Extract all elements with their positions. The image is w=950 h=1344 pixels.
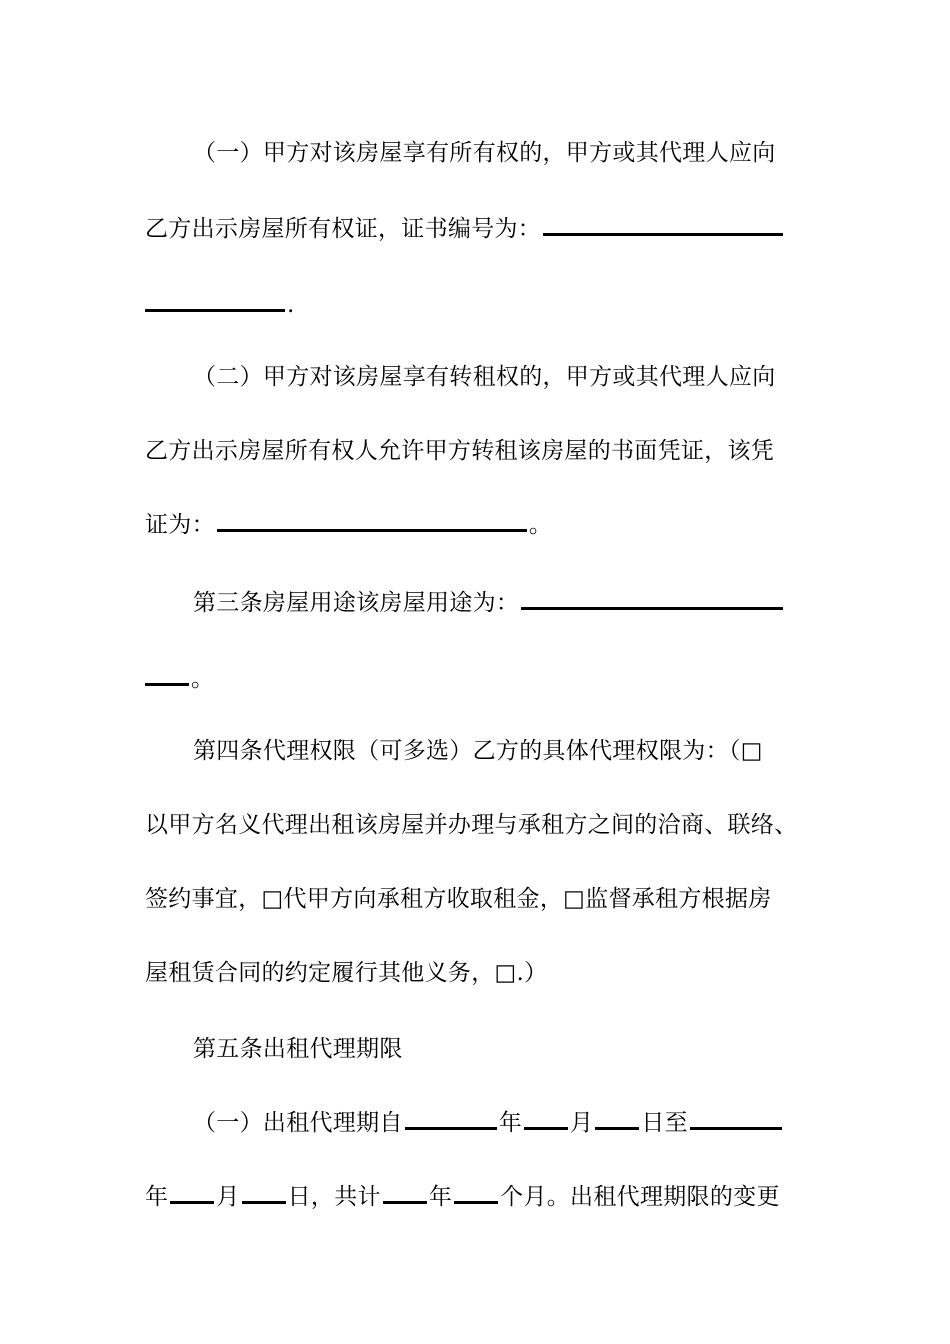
- paragraph-line: [145, 436, 815, 466]
- text-span: 日，共计: [287, 1184, 381, 1210]
- fill-blank: [405, 1113, 497, 1130]
- paragraph-line: [145, 958, 815, 988]
- text-span: 乙方出示房屋所有权证，证书编号为：: [145, 216, 542, 242]
- paragraph-line: [145, 290, 815, 320]
- text-span: 屋租赁合同的约定履行其他义务，□.）: [145, 960, 548, 986]
- text-span: 签约事宜，□代甲方向承租方收取租金，□监督承租方根据房: [145, 886, 772, 912]
- paragraph-line: [145, 214, 815, 244]
- paragraph-line: [193, 588, 863, 618]
- fill-blank: [145, 669, 189, 686]
- paragraph-line: [145, 884, 815, 914]
- text-span: （二）甲方对该房屋享有转租权的，甲方或其代理人应向: [193, 364, 776, 390]
- text-span: 。: [191, 666, 215, 692]
- paragraph-line: [145, 510, 815, 540]
- text-span: 证为：: [145, 512, 215, 538]
- fill-blank: [521, 593, 783, 610]
- text-span: 日至: [641, 1110, 688, 1136]
- fill-blank: [543, 219, 783, 236]
- text-span: 。: [528, 512, 553, 538]
- fill-blank: [170, 1187, 214, 1204]
- paragraph-line: [193, 1034, 863, 1064]
- fill-blank: [690, 1113, 782, 1130]
- fill-blank: [595, 1113, 639, 1130]
- fill-blank: [242, 1187, 286, 1204]
- paragraph-line: [193, 362, 863, 392]
- text-span: 年: [428, 1184, 453, 1210]
- paragraph-line: [145, 664, 815, 694]
- text-span: 年: [498, 1110, 523, 1136]
- text-span: （一）出租代理期自: [193, 1110, 403, 1136]
- paragraph-line: [193, 138, 863, 168]
- paragraph-line: [145, 810, 815, 840]
- fill-blank: [217, 515, 527, 532]
- text-span: 月: [570, 1110, 594, 1136]
- text-span: 个月。出租代理期限的变更: [500, 1184, 780, 1210]
- fill-blank: [383, 1187, 427, 1204]
- text-span: 年: [145, 1184, 169, 1210]
- fill-blank: [145, 295, 285, 312]
- text-span: 以甲方名义代理出租该房屋并办理与承租方之间的洽商、联络、: [145, 812, 798, 838]
- paragraph-line: [193, 736, 863, 766]
- paragraph-line: [193, 1108, 863, 1138]
- paragraph-line: [145, 1182, 815, 1212]
- text-span: 第五条出租代理期限: [193, 1036, 403, 1062]
- fill-blank: [524, 1113, 568, 1130]
- text-span: 月: [216, 1184, 240, 1210]
- text-span: 乙方出示房屋所有权人允许甲方转租该房屋的书面凭证，该凭: [145, 438, 775, 464]
- fill-blank: [454, 1187, 498, 1204]
- text-span: .: [287, 292, 295, 318]
- text-span: （一）甲方对该房屋享有所有权的，甲方或其代理人应向: [193, 140, 776, 166]
- text-span: 第三条房屋用途该房屋用途为：: [193, 590, 520, 616]
- text-span: 第四条代理权限（可多选）乙方的具体代理权限为：（□: [193, 738, 763, 764]
